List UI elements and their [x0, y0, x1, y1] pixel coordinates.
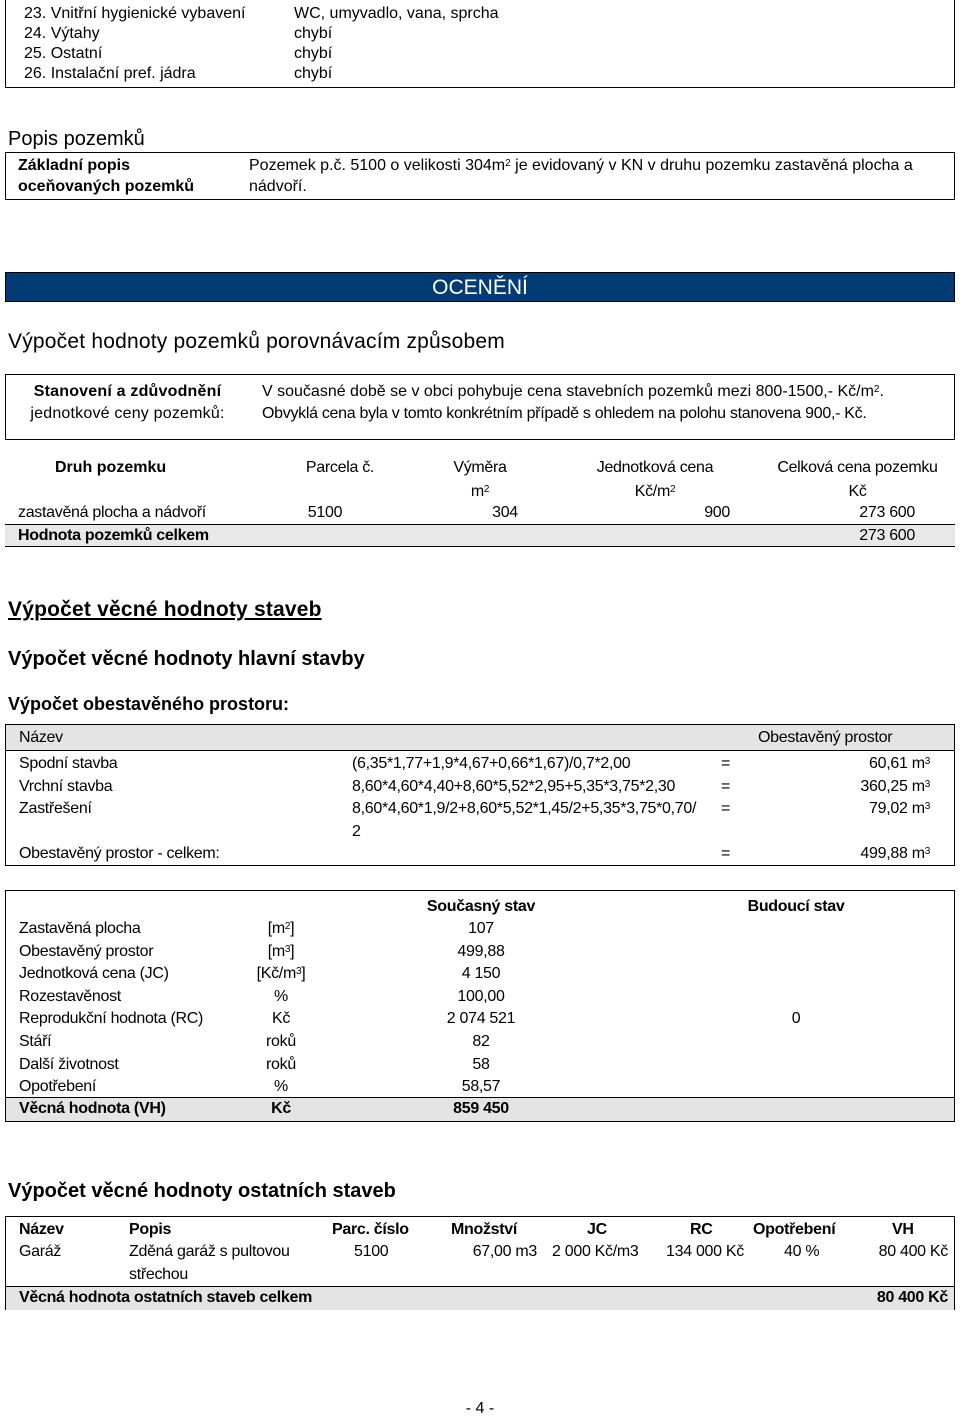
superscript: 3 [924, 756, 930, 767]
text-line [262, 381, 948, 403]
cell-formula: (6,35*1,77+1,9*4,67+0,66*1,67)/0,7*2,00 [352, 755, 631, 772]
header-line: Výměra [453, 459, 507, 476]
unit-text: ] [301, 965, 306, 983]
list-item-value: WC, umyvadlo, vana, sprcha [294, 5, 499, 22]
header-line [575, 480, 735, 504]
text-part: Pozemek p.č. 5100 o velikosti 304m [249, 157, 506, 174]
table-total-row [6, 1097, 954, 1121]
total-label: Věcná hodnota ostatních staveb celkem [19, 1289, 312, 1306]
table-row [6, 1031, 954, 1053]
cell-label: Opotřebení [19, 1078, 97, 1096]
column-header-mnozstvi: Množství [451, 1221, 518, 1238]
cell-current: 2 074 521 [446, 1010, 516, 1028]
section-heading-popis: Popis pozemků [8, 128, 145, 150]
superscript: 3 [284, 943, 291, 955]
unit-text: ] [290, 920, 295, 937]
table-row [6, 918, 954, 940]
table-total-row [5, 524, 955, 547]
section-heading-ostatni: Výpočet věcné hodnoty ostatních staveb [8, 1180, 396, 1202]
total-value [806, 843, 930, 865]
list-item-label: 23. Vnitřní hygienické vybavení [24, 5, 246, 22]
cell-current: 100,00 [457, 987, 505, 1005]
column-header-current: Současný stav [426, 898, 536, 915]
unit-text: ] [290, 942, 295, 960]
superscript: 2 [669, 484, 676, 495]
land-description-box [5, 152, 955, 200]
column-header-parc: Parc. číslo [332, 1221, 409, 1238]
cell-formula: 2 [352, 823, 361, 840]
value-text: 360,25 m [860, 778, 925, 795]
text-part: m [470, 483, 484, 500]
cell-jc: 900 [704, 504, 730, 521]
cell-unit [241, 918, 321, 940]
total-unit: Kč [271, 1100, 291, 1117]
cell-popis: Zděná garáž s pultovou [129, 1243, 290, 1260]
table-row [6, 1054, 954, 1076]
cell-future: 0 [791, 1010, 801, 1028]
unit-text: [Kč/m [256, 965, 296, 983]
text-part: Kč/m [634, 483, 670, 500]
cell-label: Stáří [19, 1033, 52, 1050]
column-header-parcela: Parcela č. [305, 459, 375, 476]
cell-vh: 80 400 Kč [878, 1243, 948, 1260]
section-heading-vecne: Výpočet věcné hodnoty staveb [8, 598, 322, 621]
building-value-table [5, 890, 955, 1122]
cell-eq: = [721, 845, 731, 862]
total-value: 273 600 [859, 527, 915, 544]
cell-label: Rozestavěnost [19, 987, 121, 1005]
table-header-row [6, 725, 954, 751]
land-description-text [249, 155, 948, 197]
cell-value [806, 776, 930, 798]
label-line: Stanovení a zdůvodnění [33, 383, 222, 400]
cell-label: Obestavěný prostor [19, 942, 154, 960]
cell-unit [241, 1054, 321, 1076]
table-row [6, 941, 954, 963]
valuation-banner: OCENĚNÍ [5, 272, 955, 302]
justification-text [262, 381, 948, 425]
cell-celkova: 273 600 [859, 504, 915, 521]
column-header-obestaveny: Obestavěný prostor [758, 729, 893, 746]
superscript: 3 [924, 846, 930, 857]
value-text: 79,02 m [869, 800, 925, 817]
list-item-value: chybí [294, 25, 333, 42]
built-volume-table [5, 724, 955, 866]
list-item-label: 26. Instalační pref. jádra [24, 65, 196, 82]
column-header-future: Budoucí stav [747, 898, 845, 915]
cell-eq: = [721, 778, 731, 795]
other-buildings-table [5, 1216, 955, 1310]
superscript: 3 [295, 966, 302, 978]
unit-text: roků [266, 1033, 296, 1050]
cell-current: 58 [472, 1055, 490, 1073]
cell-name: Vrchní stavba [19, 778, 113, 795]
cell-parcela: 5100 [307, 504, 343, 521]
cell-name: Zastřešení [19, 800, 92, 817]
column-header-vh: VH [892, 1221, 914, 1238]
column-header-druh: Druh pozemku [55, 459, 167, 476]
cell-parc: 5100 [354, 1243, 389, 1260]
table-header-row [6, 896, 954, 918]
column-header-opotrebeni: Opotřebení [753, 1221, 836, 1238]
cell-label: Reprodukční hodnota (RC) [19, 1010, 204, 1028]
cell-name: Spodní stavba [19, 755, 118, 772]
cell-unit [241, 941, 321, 963]
label-line: jednotkové ceny pozemků: [30, 405, 225, 422]
cell-mnozstvi: 67,00 m3 [472, 1243, 537, 1260]
unit-text: Kč [271, 1010, 291, 1028]
superscript: 3 [924, 779, 930, 790]
cell-druh: zastavěná plocha a nádvoří [18, 504, 206, 521]
total-label: Hodnota pozemků celkem [18, 527, 209, 544]
cell-formula: 8,60*4,60*4,40+8,60*5,52*2,95+5,35*3,75*2,30 [352, 778, 676, 795]
superscript: 2 [873, 384, 880, 395]
total-value: 80 400 Kč [876, 1289, 948, 1306]
header-line: Jednotková cena [596, 459, 714, 476]
column-header-popis: Popis [129, 1221, 172, 1238]
cell-label: Jednotková cena (JC) [19, 965, 169, 983]
unit-price-justification-box [5, 374, 955, 440]
value-text: 60,61 m [869, 755, 925, 772]
equipment-list [5, 0, 955, 88]
cell-value [806, 753, 930, 775]
total-label: Obestavěný prostor - celkem: [19, 845, 220, 862]
value-text: 499,88 m [860, 845, 925, 862]
column-header-vymera [425, 456, 535, 504]
cell-nazev: Garáž [19, 1243, 62, 1260]
column-header-celkova [765, 456, 950, 504]
superscript: 2 [284, 921, 291, 932]
column-header-jc: JC [587, 1221, 607, 1238]
list-item-label: 25. Ostatní [24, 45, 103, 62]
unit-text: [m [267, 920, 285, 937]
text-part: V současné době se v obci pohybuje cena stavebních pozemků mezi 800-1500,- Kč/m [262, 383, 874, 400]
cell-popis: střechou [129, 1266, 188, 1283]
label-line: oceňovaných pozemků [18, 178, 195, 195]
table-row [6, 1008, 954, 1030]
unit-text: roků [266, 1055, 296, 1073]
section-heading-obestaveny: Výpočet obestavěného prostoru: [8, 694, 290, 714]
superscript: 2 [483, 484, 490, 495]
column-header-jc [575, 456, 735, 504]
text-part: . [879, 383, 884, 400]
cell-opotrebeni: 40 % [784, 1243, 820, 1260]
text-part: je evidovaný v KN v druhu pozemku zastavěná plocha a nádvoří. [249, 157, 913, 195]
table-total-row [6, 1286, 954, 1310]
cell-formula: 8,60*4,60*1,9/2+8,60*5,52*1,45/2+5,35*3,75*0,70/ [352, 800, 697, 817]
cell-vymera: 304 [492, 504, 518, 521]
cell-current: 4 150 [461, 965, 501, 983]
cell-eq: = [721, 800, 731, 817]
section-heading-comparative: Výpočet hodnoty pozemků porovnávacím způsobem [8, 330, 505, 353]
cell-unit [241, 1008, 321, 1030]
cell-current: 82 [472, 1033, 490, 1050]
text-line: Obvyklá cena byla v tomto konkrétním případě s ohledem na polohu stanovena 900,- Kč. [262, 405, 867, 422]
header-line [425, 480, 535, 504]
header-line: Celková cena pozemku [777, 459, 938, 476]
list-item-value: chybí [294, 65, 333, 82]
table-row [5, 502, 955, 524]
page-number: - 4 - [465, 1400, 495, 1417]
table-row [6, 963, 954, 985]
cell-current: 58,57 [461, 1078, 501, 1096]
list-item-value: chybí [294, 45, 333, 62]
cell-label: Další životnost [19, 1055, 119, 1073]
cell-unit [241, 1076, 321, 1098]
table-row [6, 986, 954, 1008]
unit-text: % [274, 1078, 288, 1096]
superscript: 3 [924, 801, 930, 812]
cell-eq: = [721, 755, 731, 772]
column-header-rc: RC [690, 1221, 713, 1238]
table-row [6, 1076, 954, 1098]
cell-unit [241, 986, 321, 1008]
cell-unit [241, 1031, 321, 1053]
column-header-nazev: Název [19, 1221, 64, 1238]
land-description-label [18, 155, 194, 197]
cell-label: Zastavěná plocha [19, 920, 141, 937]
cell-current: 107 [468, 920, 494, 937]
cell-jc: 2 000 Kč/m3 [552, 1243, 639, 1260]
unit-text: % [274, 987, 288, 1005]
total-value: 859 450 [453, 1100, 509, 1117]
cell-unit [241, 963, 321, 985]
justification-label [20, 381, 235, 425]
column-header-nazev: Název [19, 729, 63, 746]
cell-rc: 134 000 Kč [666, 1243, 744, 1260]
total-label: Věcná hodnota (VH) [19, 1100, 166, 1117]
superscript: 2 [505, 158, 511, 169]
cell-current: 499,88 [457, 942, 505, 960]
unit-text: [m [267, 942, 285, 960]
list-item-label: 24. Výtahy [24, 25, 100, 42]
header-line: Kč [848, 483, 867, 500]
cell-value [806, 798, 930, 820]
label-line: Základní popis [18, 157, 131, 174]
section-heading-hlavni: Výpočet věcné hodnoty hlavní stavby [8, 648, 365, 670]
